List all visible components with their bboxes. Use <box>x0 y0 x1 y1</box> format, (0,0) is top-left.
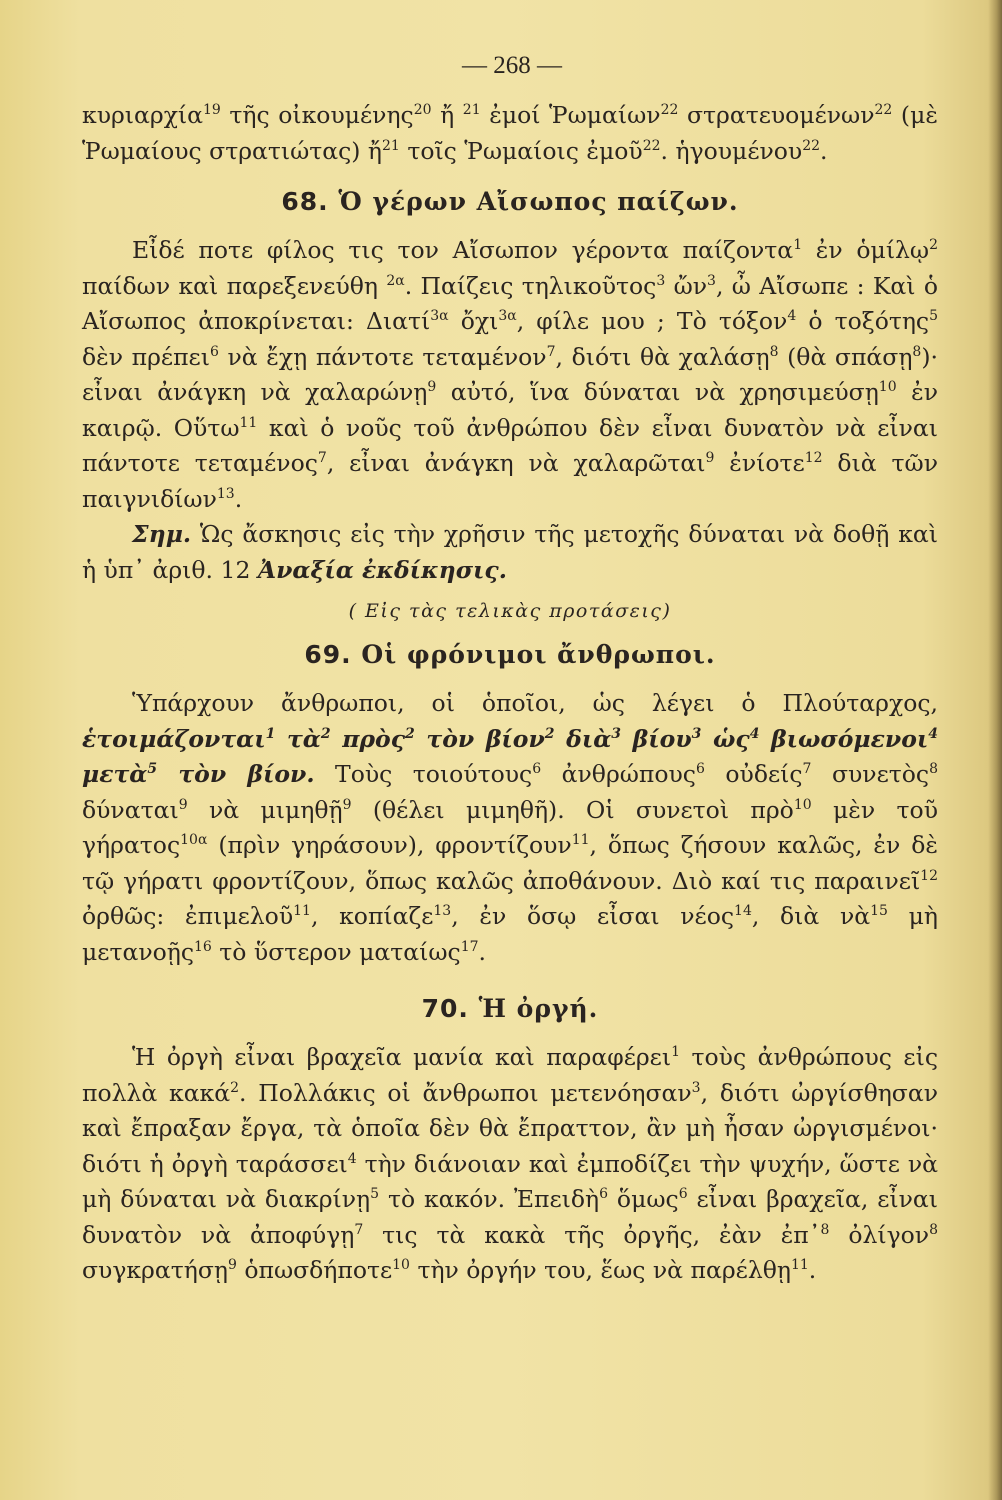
page-number: — 268 — <box>462 52 562 79</box>
section-69-number: 69. <box>304 640 352 669</box>
section-70-heading <box>82 992 938 1026</box>
page-content <box>82 52 938 1289</box>
section-68-heading <box>82 185 938 219</box>
section-70-number: 70. <box>421 994 469 1023</box>
section-70-title: Ἡ ὀργή. <box>478 994 599 1023</box>
section-68-note: Σημ. Ὡς ἄσκησις εἰς τὴν χρῆσιν τῆς μετοχῆς δύναται νὰ δοθῇ καὶ ἡ ὑπ᾽ ἀριθ. 12 Ἀναξία ἐκδίκησις. <box>82 520 938 584</box>
section-69-title: Οἱ φρόνιμοι ἄνθρωποι. <box>361 640 716 669</box>
section-70-body: Ἡ ὀργὴ εἶναι βραχεῖα μανία καὶ παραφέρει$^1$ τοὺς ἀνθρώπους εἰς πολλὰ κακά$^2$. Πολλάκις οἱ ἄνθρωποι μετενόησαν$^3$, διότι ὠργίσθησαν καὶ ἔπραξαν ἔργα, τὰ ὁποῖα δὲν θὰ ἔπραττον, ἂν μὴ ἦσαν ὠργισμένοι· διότι ἡ ὀργὴ ταράσσει$^4$ τὴν διάνοιαν καὶ ἐμποδίζει τὴν ψυχήν, ὥστε νὰ μὴ δύναται νὰ διακρίνῃ$^5$ τὸ κακόν. Ἐπειδὴ$^6$ ὅμως$^6$ εἶναι βραχεῖα, εἶναι δυνατὸν νὰ ἀποφύγῃ$^7$ τις τὰ κακὰ τῆς ὀργῆς, ἐὰν ἐπ᾽$^8$ ὀλίγον$^8$ συγκρατήσῃ$^9$ ὁπωσδήποτε$^{10}$ τὴν ὀργήν του, ἕως νὰ παρέλθῃ$^{11}$. <box>82 1043 939 1284</box>
section-69-body: Ὑπάρχουν ἄνθρωποι, οἱ ὁποῖοι, ὡς λέγει ὁ Πλούταρχος, ἑτοιμάζονται$^1$ τὰ$^2$ πρὸς$^2$ τὸν βίον$^2$ διὰ$^3$ βίου$^3$ ὡς$^4$ βιωσόμενοι$^4$ μετὰ$^5$ τὸν βίον. Τοὺς τοιούτους$^6$ ἀνθρώπους$^6$ οὐδείς$^7$ συνετὸς$^8$ δύναται$^9$ νὰ μιμηθῇ$^9$ (θέλει μιμηθῆ). Οἱ συνετοὶ πρὸ$^{10}$ μὲν τοῦ γήρατος$^{10\alpha}$ (πρὶν γηράσουν), φροντίζουν$^{11}$, ὅπως ζήσουν καλῶς, ἐν δὲ τῷ γήρατι φροντίζουν, ὅπως καλῶς ἀποθάνουν. Διὸ καί τις παραινεῖ$^{12}$ ὀρθῶς: ἐπιμελοῦ$^{11}$, κοπίαζε$^{13}$, ἐν ὅσῳ εἶσαι νέος$^{14}$, διὰ νὰ$^{15}$ μὴ μετανοῇς$^{16}$ τὸ ὕστερον ματαίως$^{17}$. <box>82 689 939 966</box>
section-68-note-reference: ( Εἰς τὰς τελικὰς προτάσεις) <box>348 600 672 622</box>
section-68-number: 68. <box>281 187 329 216</box>
page-edge-shadow <box>988 0 1002 1500</box>
intro-paragraph: κυριαρχία$^{19}$ τῆς οἰκουμένης$^{20}$ ἤ $^{21}$ ἐμοί Ῥωμαίων$^{22}$ στρατευομένων$^{22}$ (μὲ Ῥωμαίους στρατιώτας) ἤ$^{21}$ τοῖς Ῥωμαίοις ἐμοῦ$^{22}$. ἡγουμένου$^{22}$. <box>82 101 938 165</box>
section-69-heading <box>82 638 938 672</box>
section-68-title: Ὁ γέρων Αἴσωπος παίζων. <box>338 187 739 216</box>
section-68-body: Εἶδέ ποτε φίλος τις τον Αἴσωπον γέροντα παίζοντα$^1$ ἐν ὁμίλῳ$^2$ παίδων καὶ παρεξενεύθη $^{2\alpha}$. Παίζεις τηλικοῦτος$^3$ ὤν$^3$, ὦ Αἴσωπε : Καὶ ὁ Αἴσωπος ἀποκρίνεται: Διατί$^{3\alpha}$ ὄχι$^{3\alpha}$, φίλε μου ; Τὸ τόξον$^4$ ὁ τοξότης$^5$ δὲν πρέπει$^6$ νὰ ἔχῃ πάντοτε τεταμένον$^7$, διότι θὰ χαλάσῃ$^8$ (θὰ σπάσῃ$^8$)· εἶναι ἀνάγκη νὰ χαλαρώνῃ$^9$ αὐτό, ἵνα δύναται νὰ χρησιμεύσῃ$^{10}$ ἐν καιρῷ. Οὕτω$^{11}$ καὶ ὁ νοῦς τοῦ ἀνθρώπου δὲν εἶναι δυνατὸν νὰ εἶναι πάντοτε τεταμένος$^7$, εἶναι ἀνάγκη νὰ χαλαρῶται$^9$ ἐνίοτε$^{12}$ διὰ τῶν παιγνιδίων$^{13}$. <box>82 236 939 513</box>
